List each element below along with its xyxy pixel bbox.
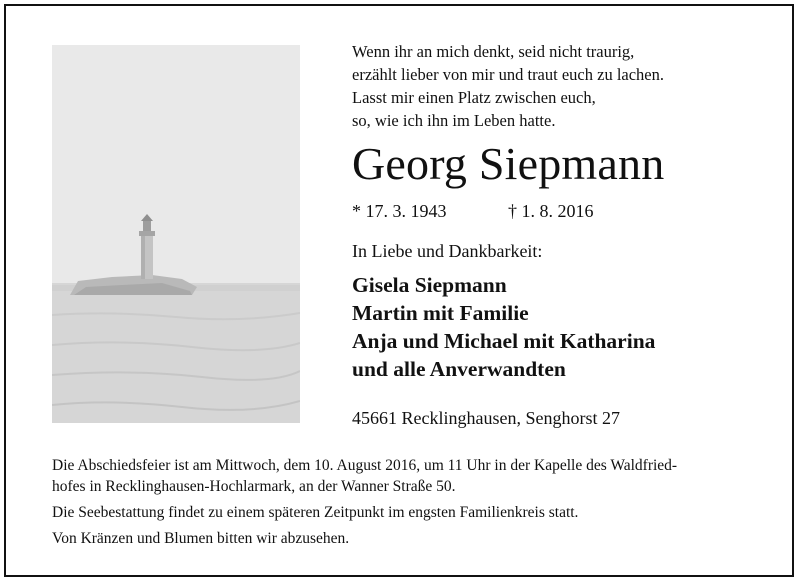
poem [352,40,664,132]
birth-date: * 17. 3. 1943 [352,201,447,221]
mourner: Gisela Siepmann [352,273,507,297]
poem-line: Lasst mir einen Platz zwischen euch, [352,88,596,107]
life-dates [352,200,594,222]
lighthouse-sea-image [52,45,300,423]
poem-line: erzählt lieber von mir und traut euch zu lachen. [352,65,664,84]
funeral-notes [52,455,772,549]
mourner: und alle Anverwandten [352,357,566,381]
thanks-line: In Liebe und Dankbarkeit: [352,241,543,261]
mourner: Martin mit Familie [352,301,529,325]
ceremony-note-line: Die Abschiedsfeier ist am Mittwoch, dem 10. August 2016, um 11 Uhr in der Kapelle des Waldfried- [52,457,678,474]
poem-line: Wenn ihr an mich denkt, seid nicht traurig, [352,42,635,61]
death-date: † 1. 8. 2016 [508,201,594,221]
ceremony-note-line: hofes in Recklinghausen-Hochlarmark, an der Wanner Straße 50. [52,478,456,495]
burial-note: Die Seebestattung findet zu einem späteren Zeitpunkt im engsten Familienkreis statt. [52,504,579,521]
poem-line: so, wie ich ihn im Leben hatte. [352,111,556,130]
mourner: Anja und Michael mit Katharina [352,329,656,353]
address: 45661 Recklinghausen, Senghorst 27 [352,408,620,428]
deceased-name: Georg Siepmann [352,138,665,189]
mourners-list [352,271,655,383]
flowers-note: Von Kränzen und Blumen bitten wir abzusehen. [52,530,350,547]
lighthouse-photo [52,45,300,423]
